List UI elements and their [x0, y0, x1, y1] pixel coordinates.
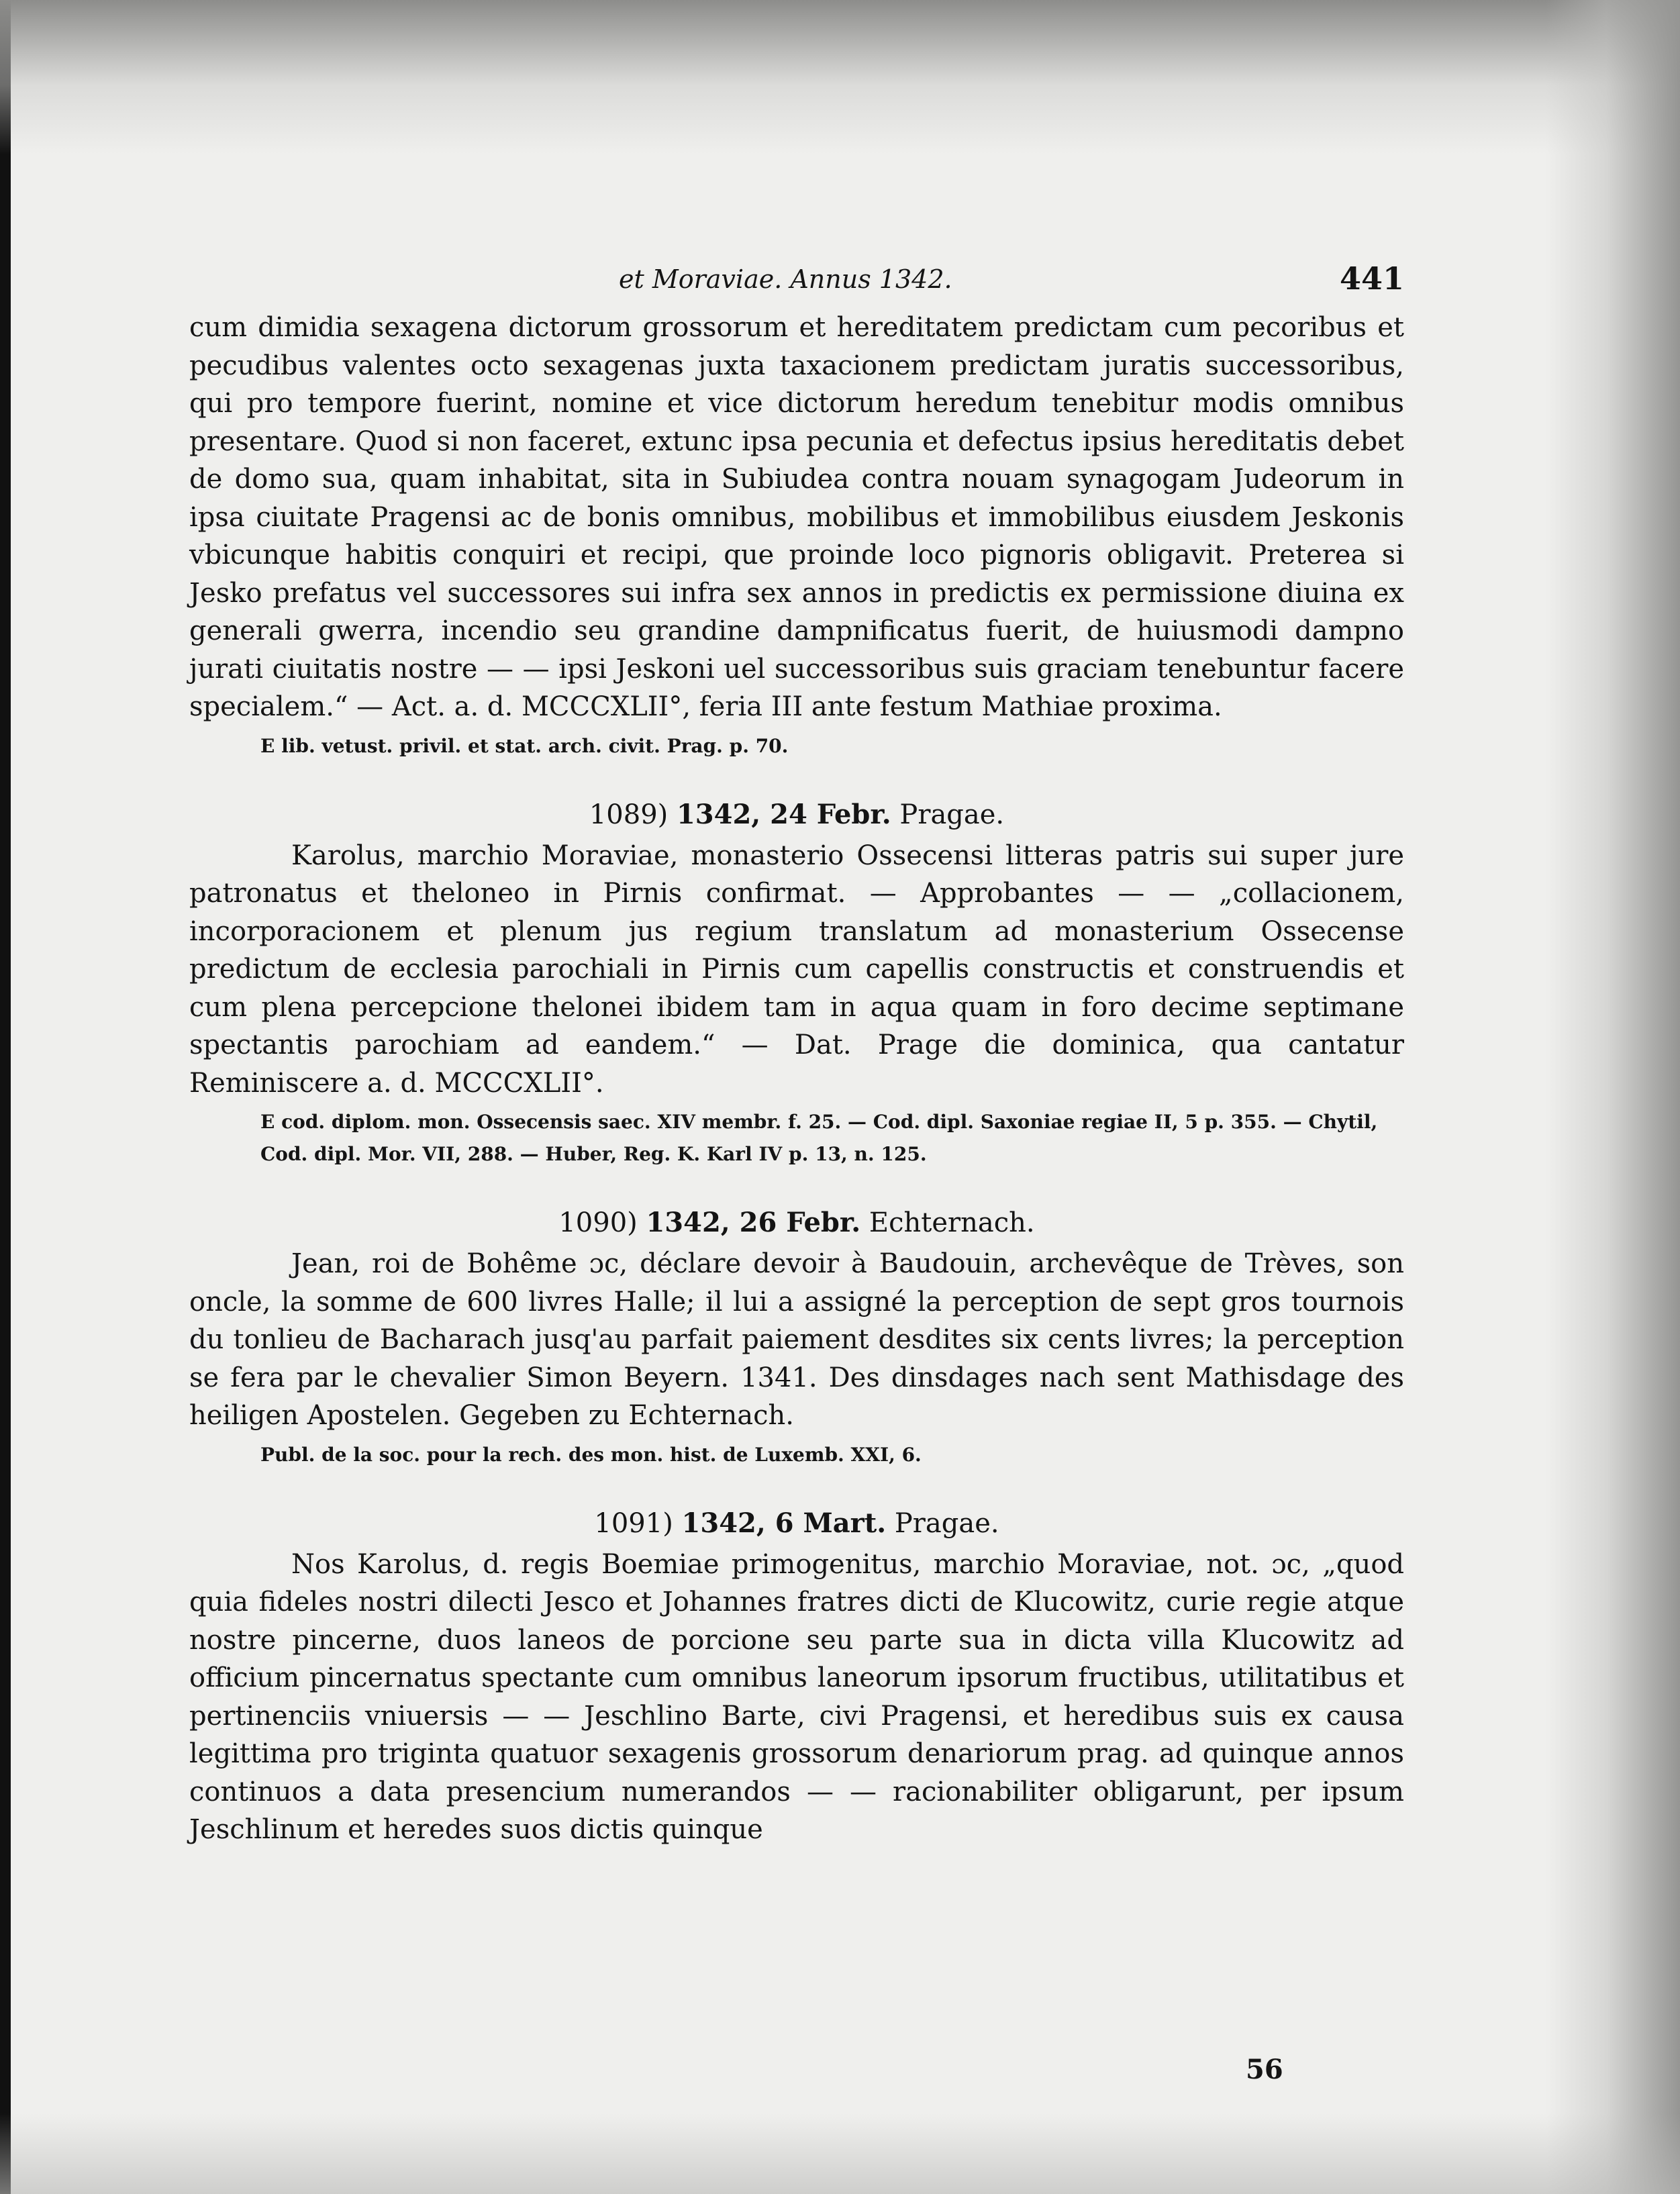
running-head: [189, 255, 1404, 309]
entry-number: 1089): [589, 799, 669, 830]
entry-number: 1090): [558, 1207, 638, 1238]
page-number: 441: [1339, 260, 1404, 297]
scan-shadow-right: [1546, 0, 1680, 2194]
scan-edge: [0, 0, 11, 2194]
entry-source-1090: Publ. de la soc. pour la rech. des mon. hist. de Luxemb. XXI, 6.: [260, 1443, 922, 1466]
entry-heading-1089: [189, 799, 1404, 830]
entry-number: 1091): [594, 1507, 673, 1539]
scan-shadow-top: [0, 0, 1680, 154]
entry-text-1091: Nos Karolus, d. regis Boemiae primogenitus, marchio Moraviae, not. ɔc, „quod quia fideles nostri dilecti Jesco et Johannes fratres dicti de Klucowitz, curie regie atque nostre pincerne, duos laneos de porcione seu parte sua in dicta villa Klucowitz ad officium pincernatus spectante cum omnibus laneorum ipsorum fructibus, utilitatibus et pertinenciis vniuersis — — Jeschlino Barte, civi Pragensi, et heredibus suis ex causa legittima pro triginta quatuor sexagenis grossorum denariorum prag. ad quinque annos continuos a data presencium numerandos — — racionabiliter obligarunt, per ipsum Jeschlinum et heredes suos dictis quinque: [189, 1548, 1404, 1845]
entry-text-1090: Jean, roi de Bohême ɔc, déclare devoir à Baudouin, archevêque de Trèves, son oncle, la somme de 600 livres Halle; il lui a assigné la perception de sept gros tournois du tonlieu de Bacharach jusq'au parfait paiement desdites six cents livres; la perception se fera par le chevalier Simon Beyern. 1341. Des dinsdages nach sent Mathisdage des heiligen Apostelen. Gegeben zu Echternach.: [189, 1248, 1404, 1431]
entry-date: 1342, 24 Febr.: [676, 798, 891, 830]
entry-text-1089: Karolus, marchio Moraviae, monasterio Ossecensi litteras patris sui super jure patronatus et theloneo in Pirnis confirmat. — Approbantes — — „collacionem, incorporacionem et plenum jus regium translatum ad monasterium Ossecense predictum de ecclesia parochiali in Pirnis cum capellis constructis et construendis et cum plena percepcione thelonei ibidem tam in aqua quam in foro decime septimane spectantis parochiam ad eandem.“ — Dat. Prage die dominica, qua cantatur Reminiscere a. d. MCCCXLII°.: [189, 840, 1404, 1099]
page-body: [189, 255, 1404, 1849]
entry-date: 1342, 6 Mart.: [681, 1507, 887, 1539]
entry-source-1089: E cod. diplom. mon. Ossecensis saec. XIV membr. f. 25. — Cod. dipl. Saxoniae regiae II, 5 p. 355. — Chytil, Cod. dipl. Mor. VII, 288. — Huber, Reg. K. Karl IV p. 13, n. 125.: [260, 1111, 1378, 1165]
opening-source-note: E lib. vetust. privil. et stat. arch. civit. Prag. p. 70.: [260, 734, 789, 757]
signature-mark: 56: [1246, 2054, 1283, 2085]
opening-paragraph: cum dimidia sexagena dictorum grossorum et hereditatem predictam cum pecoribus et pecudibus valentes octo sexagenas juxta taxacionem predictam juratis successoribus, qui pro tempore fuerint, nomine et vice dictorum heredum tenebitur modis omnibus presentare. Quod si non faceret, extunc ipsa pecunia et defectus ipsius hereditatis debet de domo sua, quam inhabitat, sita in Subiudea contra nouam synagogam Judeorum in ipsa ciuitate Pragensi ac de bonis omnibus, mobilibus et immobilibus eiusdem Jeskonis vbicunque habitis conquiri et recipi, que proinde loco pignoris obligavit. Preterea si Jesko prefatus vel successores sui infra sex annos in predictis ex permissione diuina ex generali gwerra, incendio seu grandine dampnificatus fuerit, de huiusmodi dampno jurati ciuitatis nostre — — ipsi Jeskoni uel successoribus suis graciam tenebuntur facere specialem.“ — Act. a. d. MCCCXLII°, feria III ante festum Mathiae proxima.: [189, 312, 1404, 722]
entry-place: Pragae.: [894, 1507, 999, 1539]
running-head-title: et Moraviae. Annus 1342.: [619, 264, 952, 294]
entry-heading-1091: [189, 1507, 1404, 1539]
entry-heading-1090: [189, 1207, 1404, 1238]
entry-date: 1342, 26 Febr.: [646, 1207, 861, 1238]
entry-place: Echternach.: [869, 1207, 1035, 1238]
scan-shadow-bottom: [0, 2113, 1680, 2194]
entry-place: Pragae.: [899, 799, 1005, 830]
